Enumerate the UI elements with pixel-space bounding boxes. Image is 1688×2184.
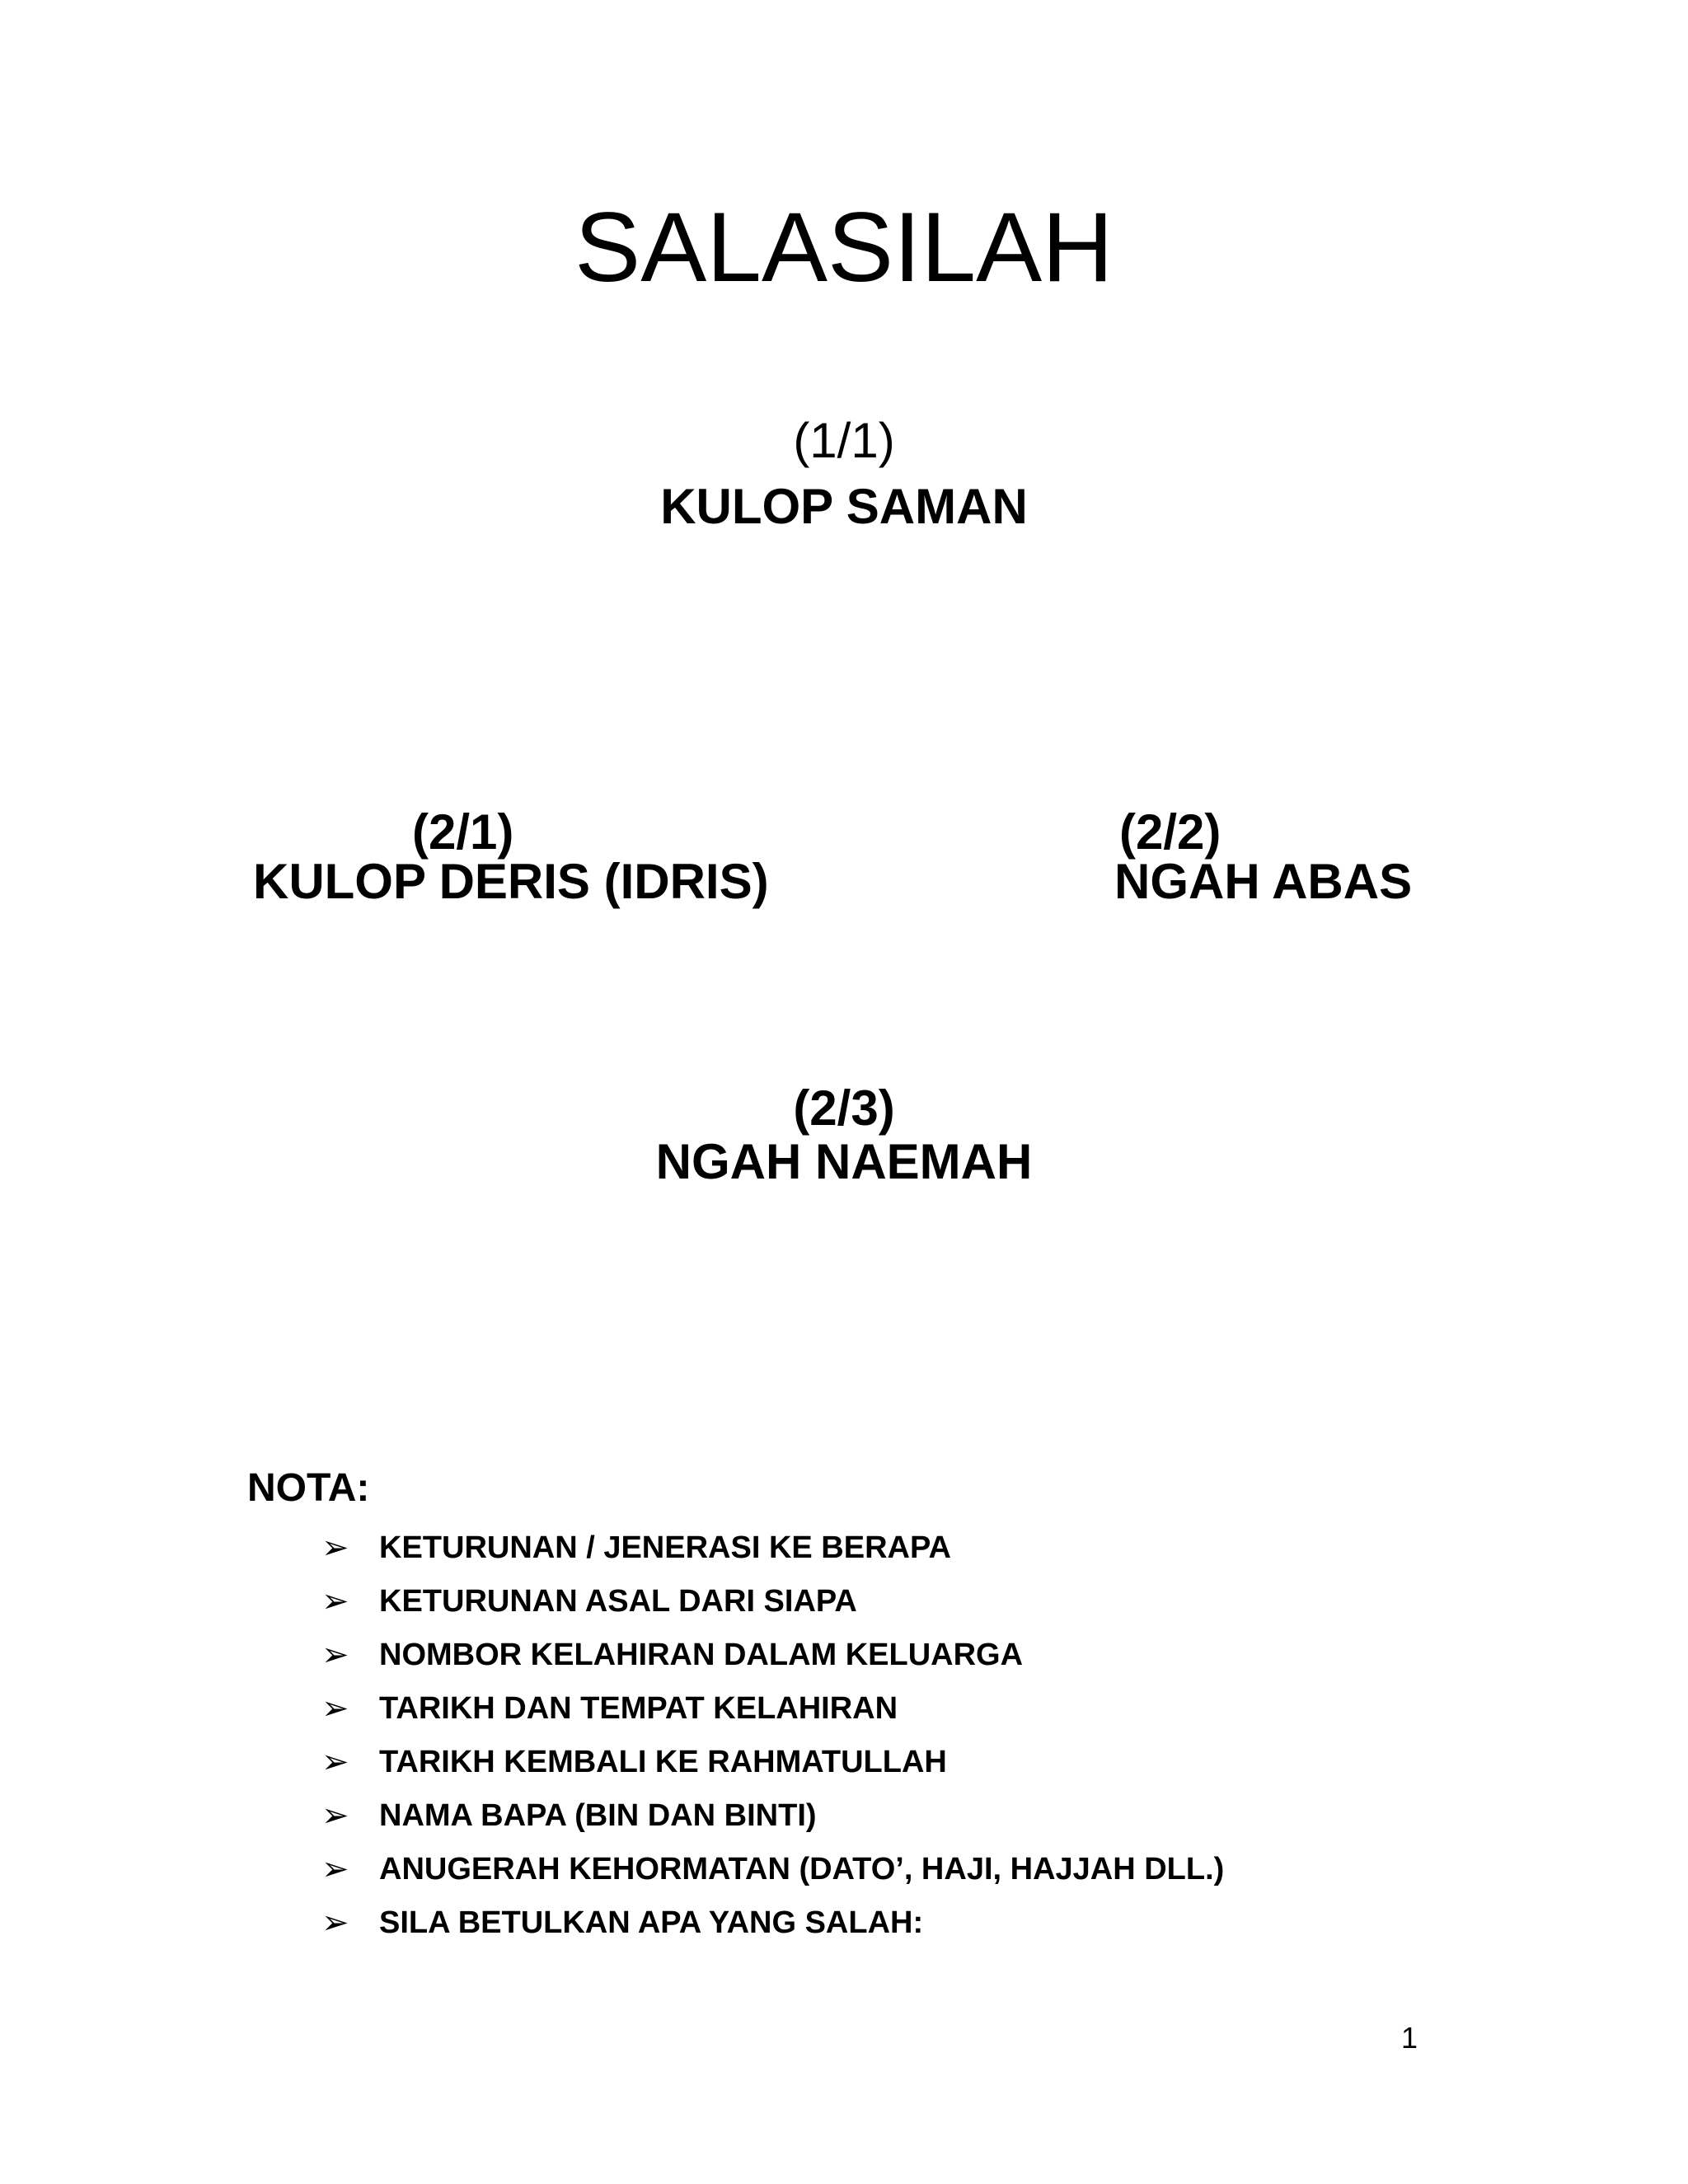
- nota-item: [321, 1681, 1224, 1735]
- child-node-name-3: NGAH NAEMAH: [655, 1134, 1033, 1189]
- arrow-bullet-icon: ➢: [321, 1528, 349, 1567]
- nota-item-text: TARIKH KEMBALI KE RAHMATULLAH: [379, 1744, 947, 1779]
- child-node-code-2: (2/2): [1119, 804, 1221, 860]
- nota-item-text: KETURUNAN ASAL DARI SIAPA: [379, 1583, 857, 1619]
- arrow-bullet-icon: ➢: [321, 1796, 349, 1835]
- nota-item-text: KETURUNAN / JENERASI KE BERAPA: [379, 1530, 951, 1565]
- arrow-bullet-icon: ➢: [321, 1849, 349, 1888]
- nota-item: [321, 1896, 1224, 1949]
- nota-list: [321, 1521, 1224, 1949]
- child-node-code-1: (2/1): [412, 804, 514, 860]
- nota-item-text: NAMA BAPA (BIN DAN BINTI): [379, 1797, 817, 1833]
- page-number: 1: [1401, 2021, 1418, 2055]
- nota-label: NOTA:: [247, 1466, 370, 1510]
- nota-item: [321, 1628, 1224, 1681]
- root-node-code: (1/1): [793, 413, 895, 468]
- arrow-bullet-icon: ➢: [321, 1742, 349, 1781]
- nota-item: [321, 1521, 1224, 1574]
- page-title: SALASILAH: [574, 192, 1114, 302]
- nota-item-text: ANUGERAH KEHORMATAN (DATO’, HAJI, HAJJAH DLL.): [379, 1851, 1225, 1886]
- arrow-bullet-icon: ➢: [321, 1903, 349, 1942]
- nota-item: [321, 1788, 1224, 1842]
- child-node-name-1: KULOP DERIS (IDRIS): [253, 854, 769, 909]
- child-node-name-2: NGAH ABAS: [1114, 854, 1413, 909]
- child-node-code-3: (2/3): [793, 1080, 895, 1136]
- root-node-name: KULOP SAMAN: [660, 479, 1028, 534]
- arrow-bullet-icon: ➢: [321, 1635, 349, 1674]
- nota-item-text: SILA BETULKAN APA YANG SALAH:: [379, 1905, 924, 1940]
- arrow-bullet-icon: ➢: [321, 1689, 349, 1727]
- nota-item-text: NOMBOR KELAHIRAN DALAM KELUARGA: [379, 1637, 1024, 1672]
- arrow-bullet-icon: ➢: [321, 1582, 349, 1620]
- nota-item: [321, 1574, 1224, 1628]
- nota-item: [321, 1735, 1224, 1788]
- nota-item: [321, 1842, 1224, 1896]
- nota-item-text: TARIKH DAN TEMPAT KELAHIRAN: [379, 1690, 898, 1726]
